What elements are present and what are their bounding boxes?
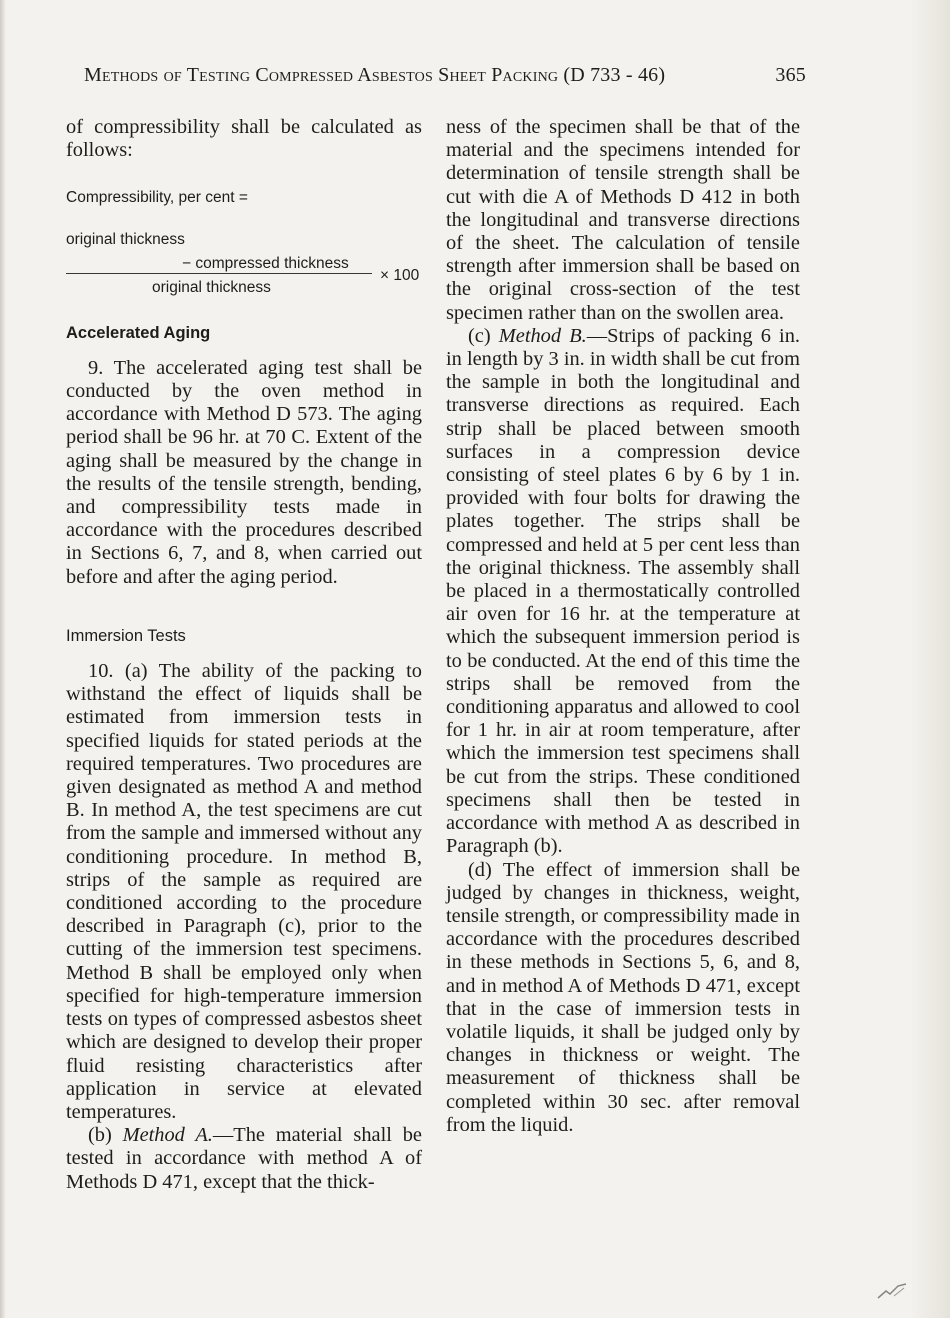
page-edge-shadow-right [910,0,950,1318]
formula-denominator: original thickness [152,278,271,296]
running-header [84,64,806,92]
right-column [446,116,800,1137]
page-edge-shadow-left [0,0,6,1318]
paragraph-10b-text: —The material shall be tested in accordance with method A of Methods D 471, except that the thick- [66,1124,422,1193]
left-column [66,116,422,1194]
formula-multiplier: × 100 [380,266,420,284]
fraction-bar [66,273,372,274]
formula-numerator-line2: − compressed thickness [182,254,349,272]
paragraph-10c-text: —Strips of packing 6 in. in length by 3 in. in width shall be cut from the sample in both the longitudinal and transverse directions as required. Each strip shall be placed between smooth surfaces in a compression device consisting of steel plates 6 by 6 by 1 in. provided with four bolts for drawing the plates together. The strips shall be compressed and held at 5 per cent less than the original thickness. The assembly shall be placed in a thermostatically controlled air oven for 16 hr. at the temperature at which the subsequent immersion period is to be conducted. At the end of this time the strips shall be removed from the conditioning apparatus and allowed to cool for 1 hr. in air at room temperature, after which the immersion test specimens shall be cut from the strips. These conditioned specimens shall then be tested in accordance with method A as described in Paragraph (b). [446,324,800,858]
method-b-title: Method B. [498,324,587,347]
intro-text: of compressibility shall be calculated as follows: [66,116,422,162]
formula-label: Compressibility, per cent = [66,189,248,207]
paragraph-10b [66,1124,422,1194]
paragraph-10c-lead: (c) [468,324,499,347]
paragraph-10c [446,325,800,859]
paragraph-10a: 10. (a) The ability of the packing to withstand the effect of liquids shall be estimated from immersion tests in specified liquids for stated periods at the required temperatures. Two procedures are given designated as method A and method B. In method A, the test specimens are cut from the sample and immersed without any conditioning procedure. In method B, strips of the sample as required are conditioned according to the procedure described in Paragraph (c), prior to the cutting of the immersion test specimens. Method B shall be employed only when specified for high-temperature immersion tests on types of compressed asbestos sheet which are designed to develop their proper fluid resisting characteristics after application in service at elevated temperatures. [66,660,422,1123]
compressibility-formula [66,224,422,296]
heading-accelerated-aging: Accelerated Aging [66,323,211,342]
running-title: Methods of Testing Compressed Asbestos Sheet Packing (D 733 - 46) [84,64,666,86]
page-number: 365 [775,64,806,86]
paragraph-10d: (d) The effect of immersion shall be judged by changes in thickness, weight, tensile strength, or compressibility made in accordance with the procedures described in these methods in Sections 5, 6, and 8, and in method A of Methods D 471, except that in the case of immersion tests in volatile liquids, it shall be judged only by changes in thickness or weight. The measurement of thickness shall be completed within 30 sec. after removal from the liquid. [446,858,800,1136]
paragraph-9: 9. The accelerated aging test shall be conducted by the oven method in accordance with Method D 573. The aging period shall be 96 hr. at 70 C. Extent of the aging shall be measured by the change in the results of the tensile strength, bending, and compressibility tests made in accordance with the procedures described in Sections 6, 7, and 8, when carried out before and after the aging period. [66,356,422,588]
paragraph-10b-continued: ness of the specimen shall be that of the material and the specimens intended for determination of tensile strength shall be cut with die A of Methods D 412 in both the longitudinal and transverse directions of the sheet. The calculation of tensile strength after immersion shall be based on the original cross-section of the test specimen rather than on the swollen area. [446,116,800,324]
method-a-title: Method A. [122,1124,213,1147]
paragraph-10b-lead: (b) [88,1124,123,1147]
pencil-mark-icon [876,1282,908,1300]
formula-numerator-line1: original thickness [66,230,185,248]
heading-immersion-tests: Immersion Tests [66,626,186,645]
